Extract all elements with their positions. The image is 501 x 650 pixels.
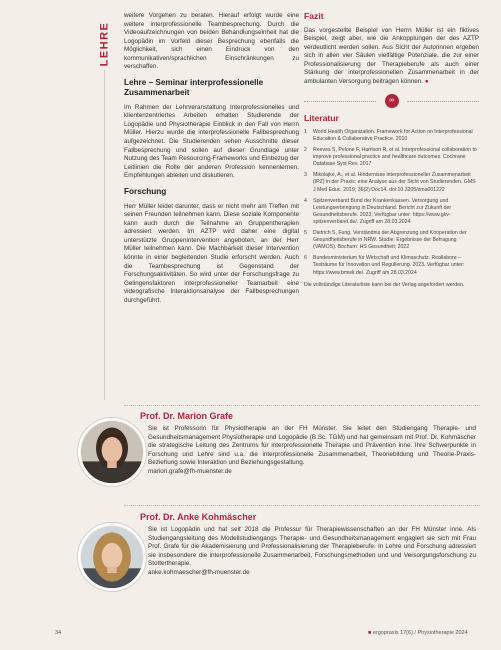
seminar-paragraph: Im Rahmen der Lehrveranstaltung Interprofessionelles und klientenzentriertes Arbeiten erhalten Studierende der Logopädie und Physiotherapie Einblick in den Fall von Herrn Müller. Hierzu wurde die interprofessionelle Fallbesprechung aufgezeichnet. Die Studierenden sehen Ausschnitte dieser Fallbesprechung und sollen auf dieser Grundlage unter Nutzung des Team Resourcing-Frameworks und Einbezug der Leitlinien die Rolle der anderen Profession kennenlernen. Empfehlungen ableiten und diskutieren. [124,103,299,180]
section-tab [96,12,112,76]
literature-text: Spitzenverband Bund der Krankenkassen. Versorgung und Leistungserbringung in Deutschland. Bericht zur Zukunft der Gesundheitsberufe. 2023; Verfügbar unter: https://www.gkv-spitzenverband.de/. Zugriff am 28.03.2024 [313,197,452,225]
author-email-grafe[interactable]: marion.grafe@fh-muenster.de [148,467,232,475]
author-name-kohmaescher: Prof. Dr. Anke Kohmäscher [140,512,257,522]
end-mark-icon: ● [424,77,429,85]
literature-text: Bundesministerium für Wirtschaft und Klimaschutz. Reallabore – Testräume für Innovation und Regulierung. 2023. Verfügbar unter: https://www.bmwk.de/. Zugriff am 28.03.2024 [313,255,465,276]
author-photo-grafe [78,418,146,486]
footer-bullet-icon: ■ [368,630,373,636]
literature-note: Die vollständige Literaturliste kann bei der Verlag angefordert werden. [304,281,465,288]
journal-footer: ■ ergopraxis 17(6) / Physiotherapie 2024 [368,630,468,636]
author-bio-kohmaescher [78,513,483,613]
literature-number: 4 [304,197,307,204]
literature-item [304,147,479,168]
fazit-heading: Fazit [304,11,324,21]
literature-number: 1 [304,128,307,135]
author-text-grafe: Sie ist Professorin für Physiotherapie an der FH Münster. Sie leitet den Studiengang Therapie- und Gesundheitsmanagement Physiotherapie und Logopädie (B.Sc. TGM) und hat gemeinsam mit Prof. Dr. Kohmäscher die strategische Leitung des Zentrums für interprofessionelle Therapie und Prävention inne. Ihre Schwerpunkte in Forschung und Lehre sind u.a. die interprofessionelle Zusammenarbeit, Theoriebildung und Theorie-Praxis-Beziehung sowie Interaktion und Beziehungsgestaltung. marion.grafe@fh-muenster.de [148,425,476,475]
literature-item [304,198,479,226]
literature-number: 6 [304,255,307,262]
author-email-kohmaescher[interactable]: anke.kohmaescher@fh-muenster.de [148,568,250,576]
literature-text: World Health Organization. Framework for Action on Interprofessional Education & Collaborative Practice. 2010 [313,128,473,143]
page-number: 34 [55,630,62,636]
literatur-heading: Literatur [304,113,339,124]
literature-number: 3 [304,172,307,179]
author-photo-kohmaescher [78,523,146,591]
side-rule [104,70,105,400]
section-ornament [304,94,479,108]
fazit-paragraph: Das vorgestellte Beispiel von Herrn Müller ist ein fiktives Beispiel, zeigt aber, wie die Ankopplungen der des AZTP verdeutlicht werden sollen. Aus Sicht der Autorinnen ergeben sich in allen vier Säulen vielfältige Potenziale, die zur einer Professionalisierung der Therapieberufe als auch einer Stärkung der interprofessionellen Zusammenarbeit in der ambulanten Versorgung beitragen können. ● [304,26,479,85]
right-column [304,12,479,289]
literature-number: 5 [304,230,307,237]
author-name-grafe: Prof. Dr. Marion Grafe [140,411,234,421]
bio-divider-top [124,405,480,406]
literature-item [304,129,479,143]
literature-text: Reeves S, Pelone F, Harrison R, et al. Interprofessional collaboration to improve professional practice and healthcare outcomes. Cochrane Database Syst Rev. 2017 [313,147,477,168]
author-text-kohmaescher: Sie ist Logopädin und hat seit 2018 die Professur für Therapiewissenschaften an der FH Münster inne. Als Studiengangsleitung des Modellstudiengangs Therapie- und Gesundheitsmanagement engagiert sie sich mit Frau Prof. Grafe für die Akademisierung und Professionalisierung der Therapieberufe. In Lehre und Forschung adressiert sie insbesondere die interprofessionelle Zusammenarbeit, Forschungsmethoden und und Versorgungsforschung zu Stottertherapie. anke.kohmaescher@fh-muenster.de [148,526,476,576]
infinity-icon: ∞ [385,94,399,108]
intro-paragraph: weitere Vorgehen zu beraten. Hierauf erfolgt wurde eine weitere interprofessionelle Teambesprechung. Durch die Videoaufzeichnungen von beiden Behandlungseinheit hat die Logopädin im Vorfeld dieser Besprechung ebenfalls die Möglichkeit, sich einen Eindruck von den kommunikativen/sprachlichen Einschränkungen zu verschaffen. [124,12,299,71]
bio-divider-middle [124,505,480,506]
seminar-heading: Lehre – Seminar interprofessionelle Zusammenarbeit [124,77,264,97]
literature-text: Mikolajke, A., et al. Hindernisse interprofessioneller Zusammenarbeit (IPZ) in der Praxis: eine Analyse aus der Sicht von Studierenden. GMS J Med Educ. 2019; 36(2):Doc14. doi:10.3205/zma001222 [313,172,476,193]
literature-number: 2 [304,147,307,154]
section-tab-label: LEHRE [98,21,110,67]
author-bio-grafe [78,412,483,502]
forschung-paragraph: Herr Müller leidet darunter, dass er nicht mehr am Treffen mit seinen Freunden teilnehmen kann. Diese soziale Komponente kann auch durch die Teilnahme an Gruppentherapien adressiert werden. Im AZTP wird daher eine digital unterstützte Gruppenintervention angeboten, an der Herr Müller teilnehmen kann. Die Machbarkeit dieser Intervention könnte in einer begleitenden Studie erforscht werden. Auch die Teambesprechung ist Gegenstand der Forschungsaktivitäten. So wird unter der Forschungsfrage zu Gelingensfaktoren interprofessioneller Teamarbeit eine videografische Interaktionsanalyse der Fallbesprechungen durchgeführt. [124,202,299,304]
left-column [124,12,299,310]
literature-list [304,129,479,277]
forschung-heading: Forschung [124,186,167,196]
literature-item [304,255,479,276]
literature-item [304,230,479,251]
literature-text: Dietrich S, Fung. Verständnis der Abgrenzung und Kooperation der Gesundheitsberufe in NRW. Studie: Ergebnisse der Befragung (VAMOS). Bochum: HS Gesundheit; 2022 [313,230,467,251]
literature-item [304,172,479,193]
